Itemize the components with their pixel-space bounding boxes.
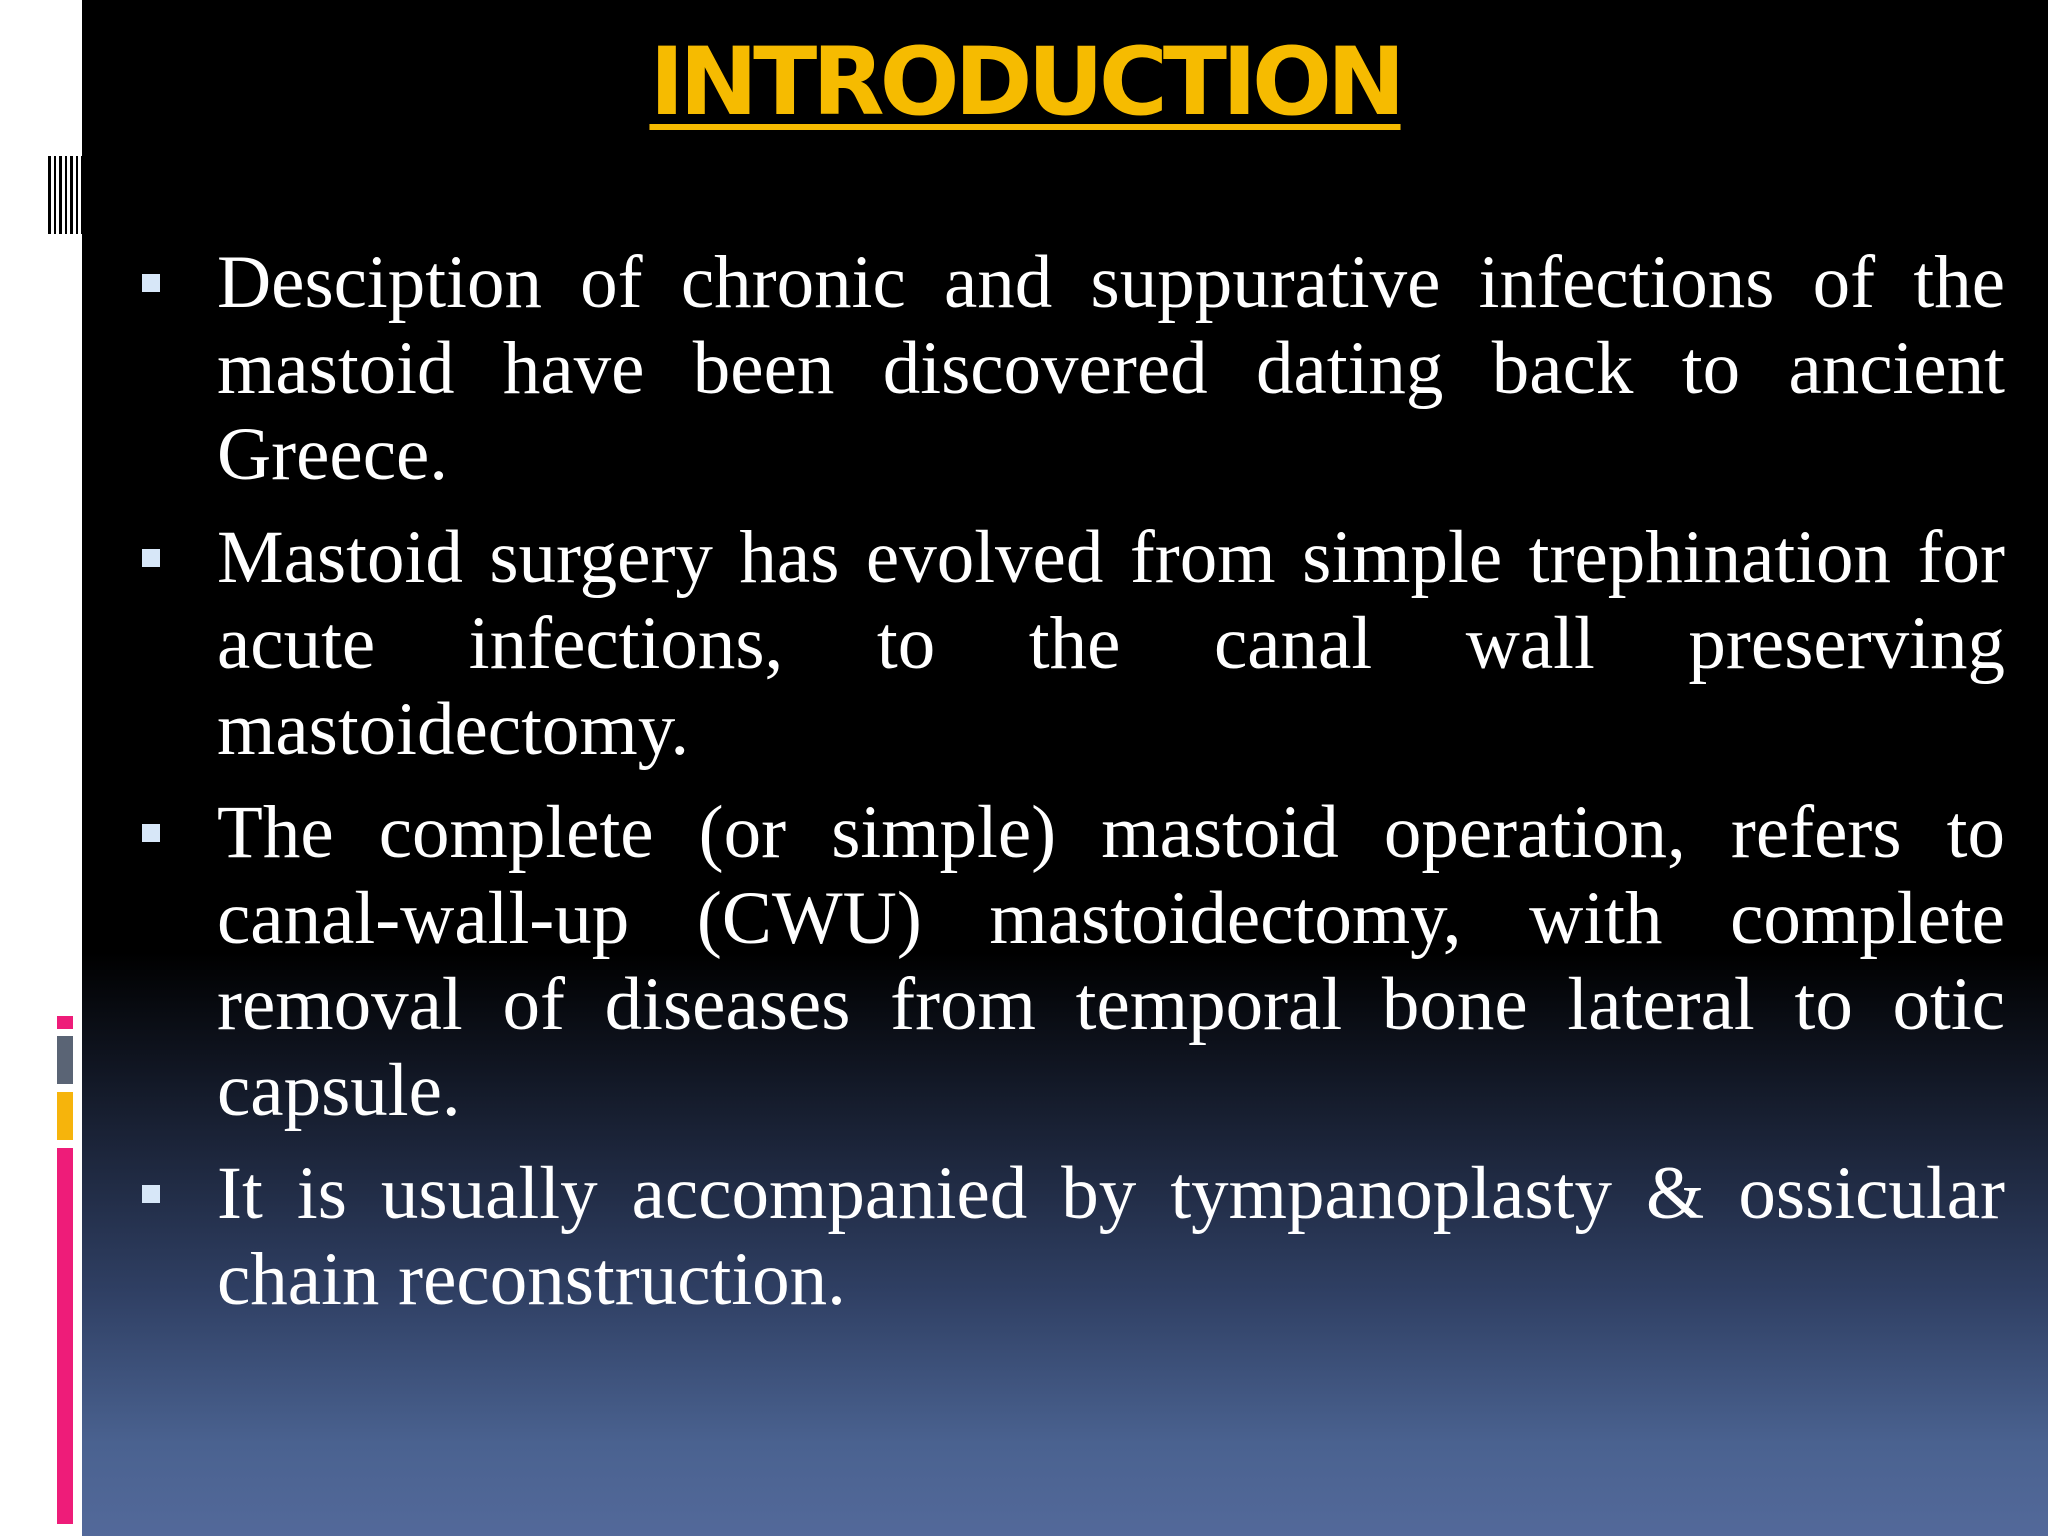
accent-bar-gray — [57, 1036, 73, 1084]
square-bullet-icon — [142, 824, 160, 842]
accent-bars — [57, 1016, 73, 1510]
accent-bar-pink — [57, 1148, 73, 1524]
bullet-text: The complete (or simple) mastoid operation, refers to canal-wall-up (CWU) mastoidectomy, with complete removal of diseases from temporal bone lateral to otic capsule. — [217, 791, 2005, 1132]
bullet-item — [142, 515, 2005, 773]
square-bullet-icon — [142, 549, 160, 567]
accent-bar-gold — [57, 1092, 73, 1140]
bullet-text: Desciption of chronic and suppurative infections of the mastoid have been discovered dating back to ancient Greece. — [217, 241, 2005, 496]
bullet-item — [142, 1151, 2005, 1323]
slide-title: INTRODUCTION — [649, 28, 1401, 137]
bullet-item — [142, 790, 2005, 1134]
bullet-text: Mastoid surgery has evolved from simple trephination for acute infections, to the canal wall preserving mastoidectomy. — [217, 516, 2005, 771]
bullet-list — [142, 240, 2005, 1340]
left-strip — [0, 0, 82, 1536]
accent-bar-pink-top — [57, 1016, 73, 1029]
accent-bar-gap — [57, 1084, 73, 1088]
square-bullet-icon — [142, 1185, 160, 1203]
barcode-stripes-icon — [48, 156, 82, 234]
slide-content — [82, 0, 2048, 1536]
bullet-text: It is usually accompanied by tympanoplasty & ossicular chain reconstruction. — [217, 1152, 2005, 1321]
bullet-item — [142, 240, 2005, 498]
square-bullet-icon — [142, 274, 160, 292]
